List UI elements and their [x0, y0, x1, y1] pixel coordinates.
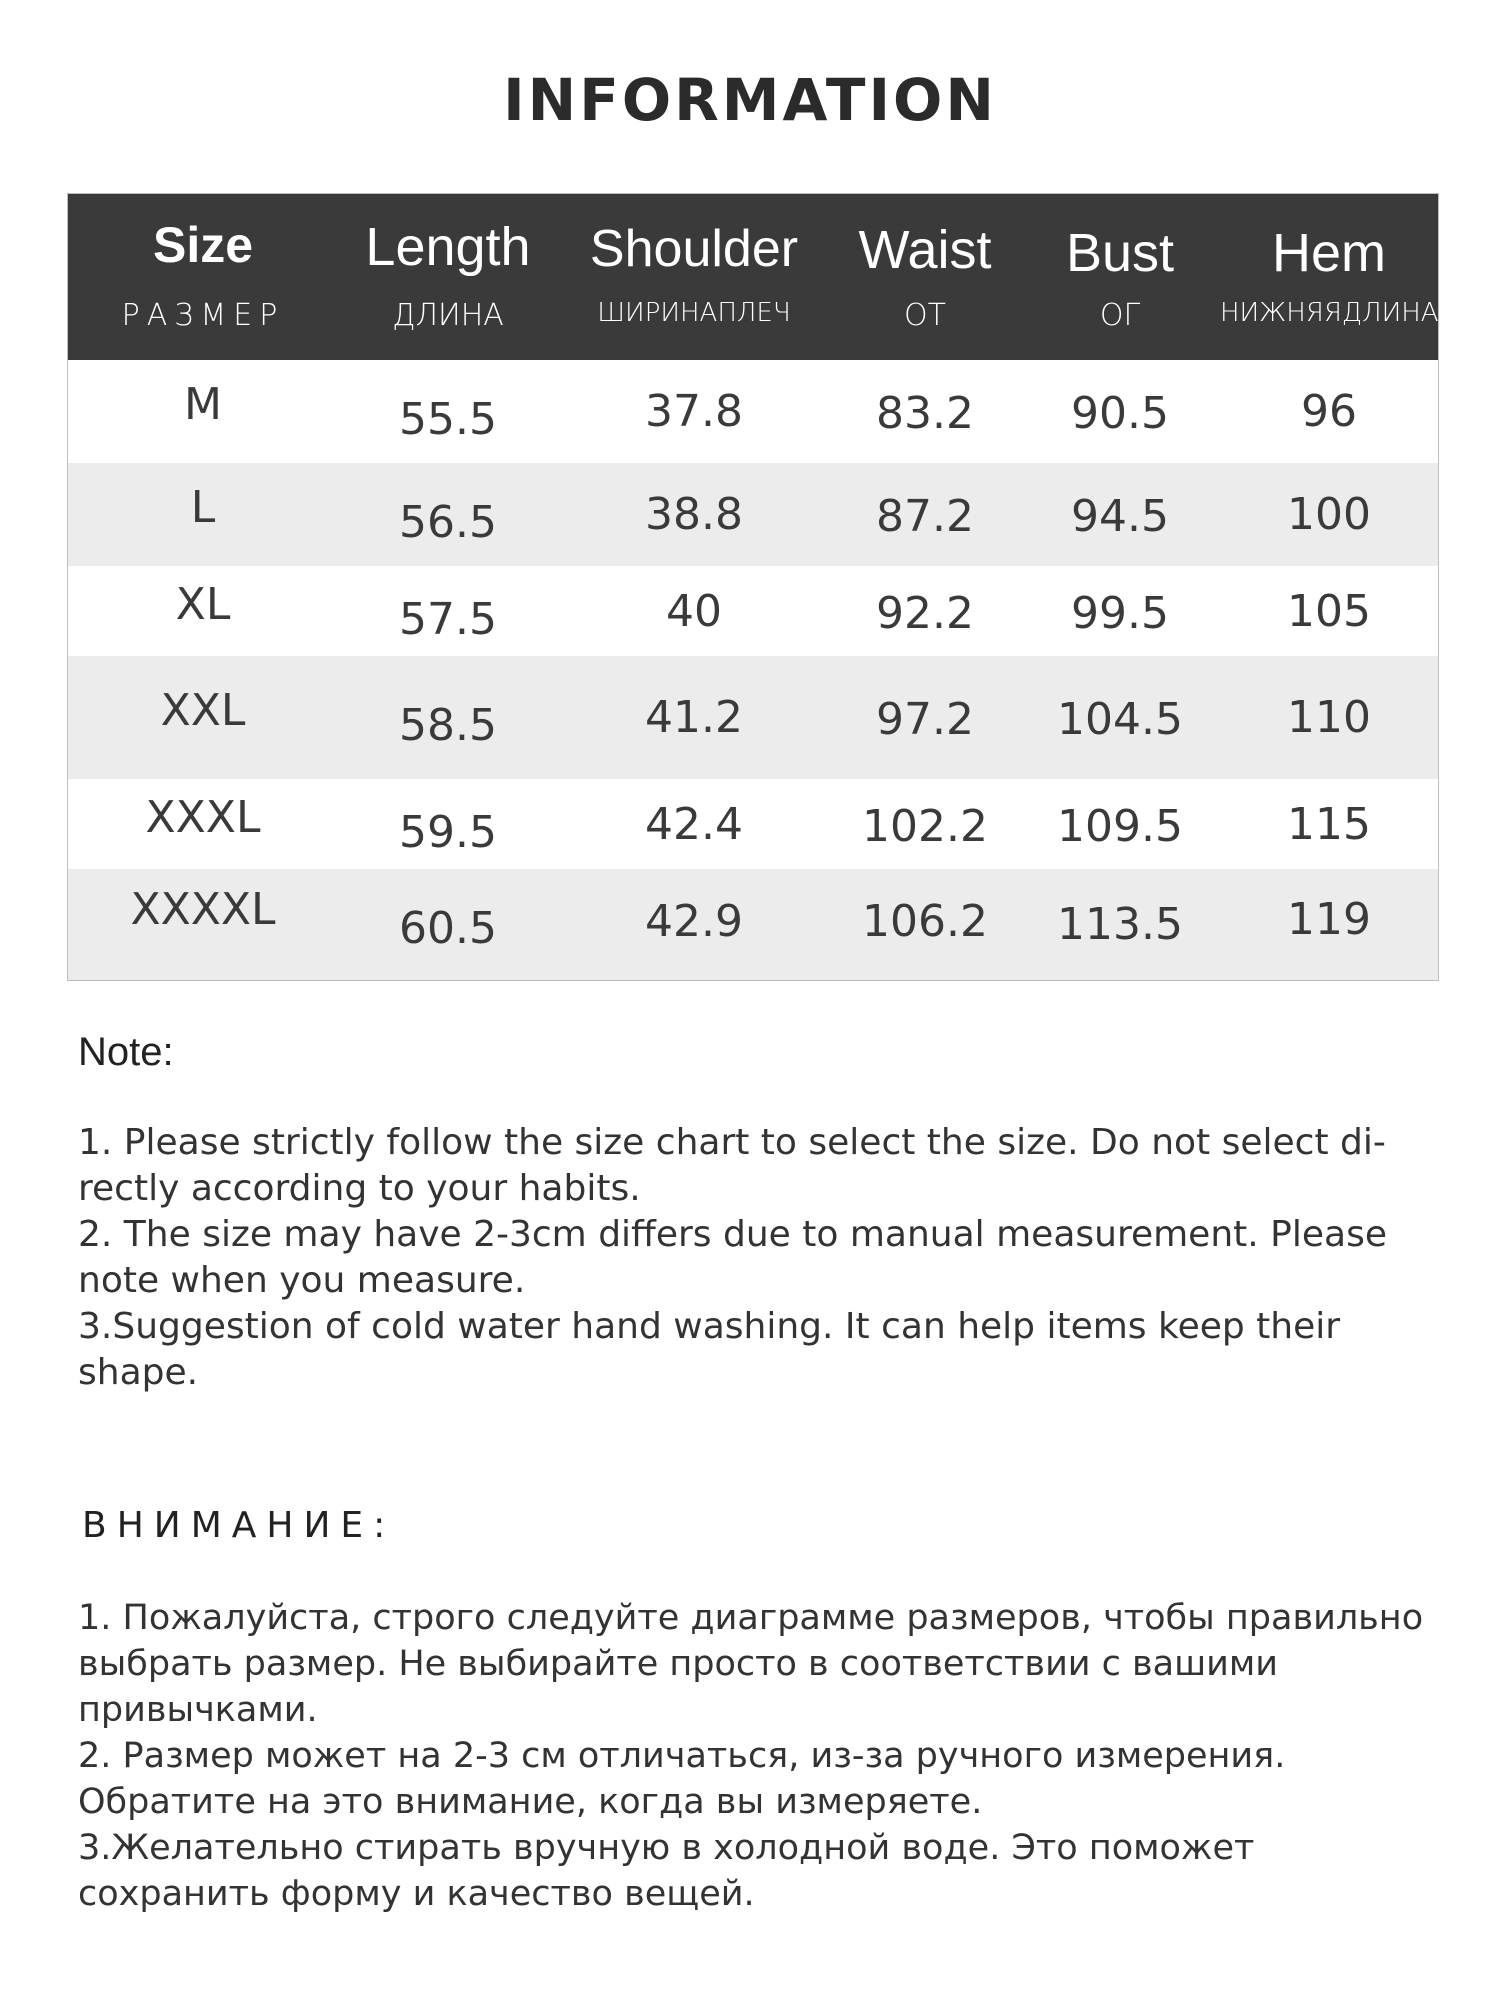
- cell-length: 60.5: [399, 903, 497, 954]
- cell-size: XXL: [160, 685, 246, 736]
- table-header: [68, 194, 1438, 360]
- header-label-en: Length: [365, 217, 531, 277]
- note-line: rectly according to your habits.: [78, 1168, 641, 1209]
- cell-bust: 113.5: [1057, 899, 1183, 950]
- cell-size: XXXL: [145, 791, 261, 843]
- cell-bust: 104.5: [1057, 694, 1183, 745]
- note-line-ru: Обратите на это внимание, когда вы измеряете.: [78, 1782, 983, 1822]
- note-text-ru: [78, 1595, 1458, 1917]
- cell-length: 59.5: [399, 806, 497, 858]
- cell-length: 55.5: [399, 394, 497, 445]
- cell-hem: 110: [1287, 692, 1371, 743]
- header-label-en: Hem: [1271, 223, 1386, 283]
- cell-shoulder: 41.2: [645, 692, 743, 743]
- cell-hem: 105: [1287, 585, 1371, 637]
- header-bust: [1020, 194, 1220, 360]
- note-line-ru: 3.Желательно стирать вручную в холодной воде. Это поможет: [78, 1828, 1255, 1868]
- cell-hem: 119: [1287, 894, 1371, 945]
- cell-hem: 115: [1287, 798, 1371, 850]
- header-label-ru: ОТ: [904, 298, 946, 333]
- note-text: [78, 1120, 1438, 1396]
- cell-size: M: [184, 379, 222, 430]
- cell-waist: 97.2: [876, 694, 974, 745]
- table-row: [68, 360, 1438, 463]
- note-line: 1. Please strictly follow the size chart to select the size. Do not select di-: [78, 1122, 1386, 1163]
- header-size: [68, 194, 338, 360]
- note-heading-ru: ВНИМАНИЕ:: [82, 1505, 396, 1546]
- cell-hem: 96: [1301, 386, 1357, 437]
- header-waist: [830, 194, 1020, 360]
- cell-waist: 87.2: [876, 491, 974, 542]
- note-heading: Note:: [78, 1030, 174, 1074]
- note-line: shape.: [78, 1352, 199, 1393]
- cell-size: L: [190, 482, 216, 533]
- table-row: [68, 566, 1438, 656]
- cell-length: 58.5: [399, 700, 497, 751]
- cell-waist: 92.2: [876, 587, 974, 639]
- note-line-ru: 1. Пожалуйста, строго следуйте диаграмме размеров, чтобы правильно: [78, 1598, 1424, 1638]
- cell-waist: 102.2: [862, 800, 988, 852]
- cell-shoulder: 42.4: [645, 798, 743, 850]
- header-shoulder: [558, 194, 830, 360]
- cell-length: 56.5: [399, 497, 497, 548]
- header-label-ru: РАЗМЕР: [121, 298, 285, 333]
- header-label-en: Waist: [858, 220, 992, 280]
- size-table: [67, 193, 1439, 981]
- cell-length: 57.5: [399, 593, 497, 645]
- cell-shoulder: 42.9: [645, 896, 743, 947]
- cell-waist: 83.2: [876, 388, 974, 439]
- note-line: note when you measure.: [78, 1260, 526, 1301]
- cell-shoulder: 37.8: [645, 386, 743, 437]
- note-line-ru: выбрать размер. Не выбирайте просто в соответствии с вашими: [78, 1644, 1279, 1684]
- table-row: [68, 656, 1438, 779]
- cell-waist: 106.2: [862, 896, 988, 947]
- header-label-en: Bust: [1065, 223, 1175, 283]
- header-label-en: Size: [152, 217, 254, 273]
- header-label-ru: НИЖНЯЯДЛИНА: [1220, 298, 1439, 328]
- table-row: [68, 869, 1438, 980]
- note-line-ru: 2. Размер может на 2-3 см отличаться, из-за ручного измерения.: [78, 1736, 1286, 1776]
- note-line: 2. The size may have 2-3cm differs due to manual measurement. Please: [78, 1214, 1387, 1255]
- cell-bust: 90.5: [1071, 388, 1169, 439]
- note-line: 3.Suggestion of cold water hand washing. It can help items keep their: [78, 1306, 1341, 1347]
- page-title: INFORMATION: [503, 66, 997, 134]
- cell-shoulder: 38.8: [645, 489, 743, 540]
- cell-bust: 94.5: [1071, 491, 1169, 542]
- cell-size: XXXXL: [130, 884, 276, 935]
- header-label-ru: ШИРИНАПЛЕЧ: [597, 298, 791, 328]
- header-length: [338, 194, 558, 360]
- note-line-ru: сохранить форму и качество вещей.: [78, 1874, 755, 1914]
- cell-hem: 100: [1287, 489, 1371, 540]
- header-label-en: Shoulder: [589, 220, 799, 278]
- table-row: [68, 779, 1438, 869]
- header-label-ru: ДЛИНА: [392, 298, 504, 333]
- cell-bust: 109.5: [1057, 800, 1183, 852]
- header-label-ru: ОГ: [1099, 298, 1141, 333]
- cell-bust: 99.5: [1071, 587, 1169, 639]
- note-line-ru: привычками.: [78, 1690, 318, 1730]
- table-row: [68, 463, 1438, 566]
- cell-size: XL: [175, 578, 231, 630]
- header-hem: [1220, 194, 1438, 360]
- cell-shoulder: 40: [666, 585, 722, 637]
